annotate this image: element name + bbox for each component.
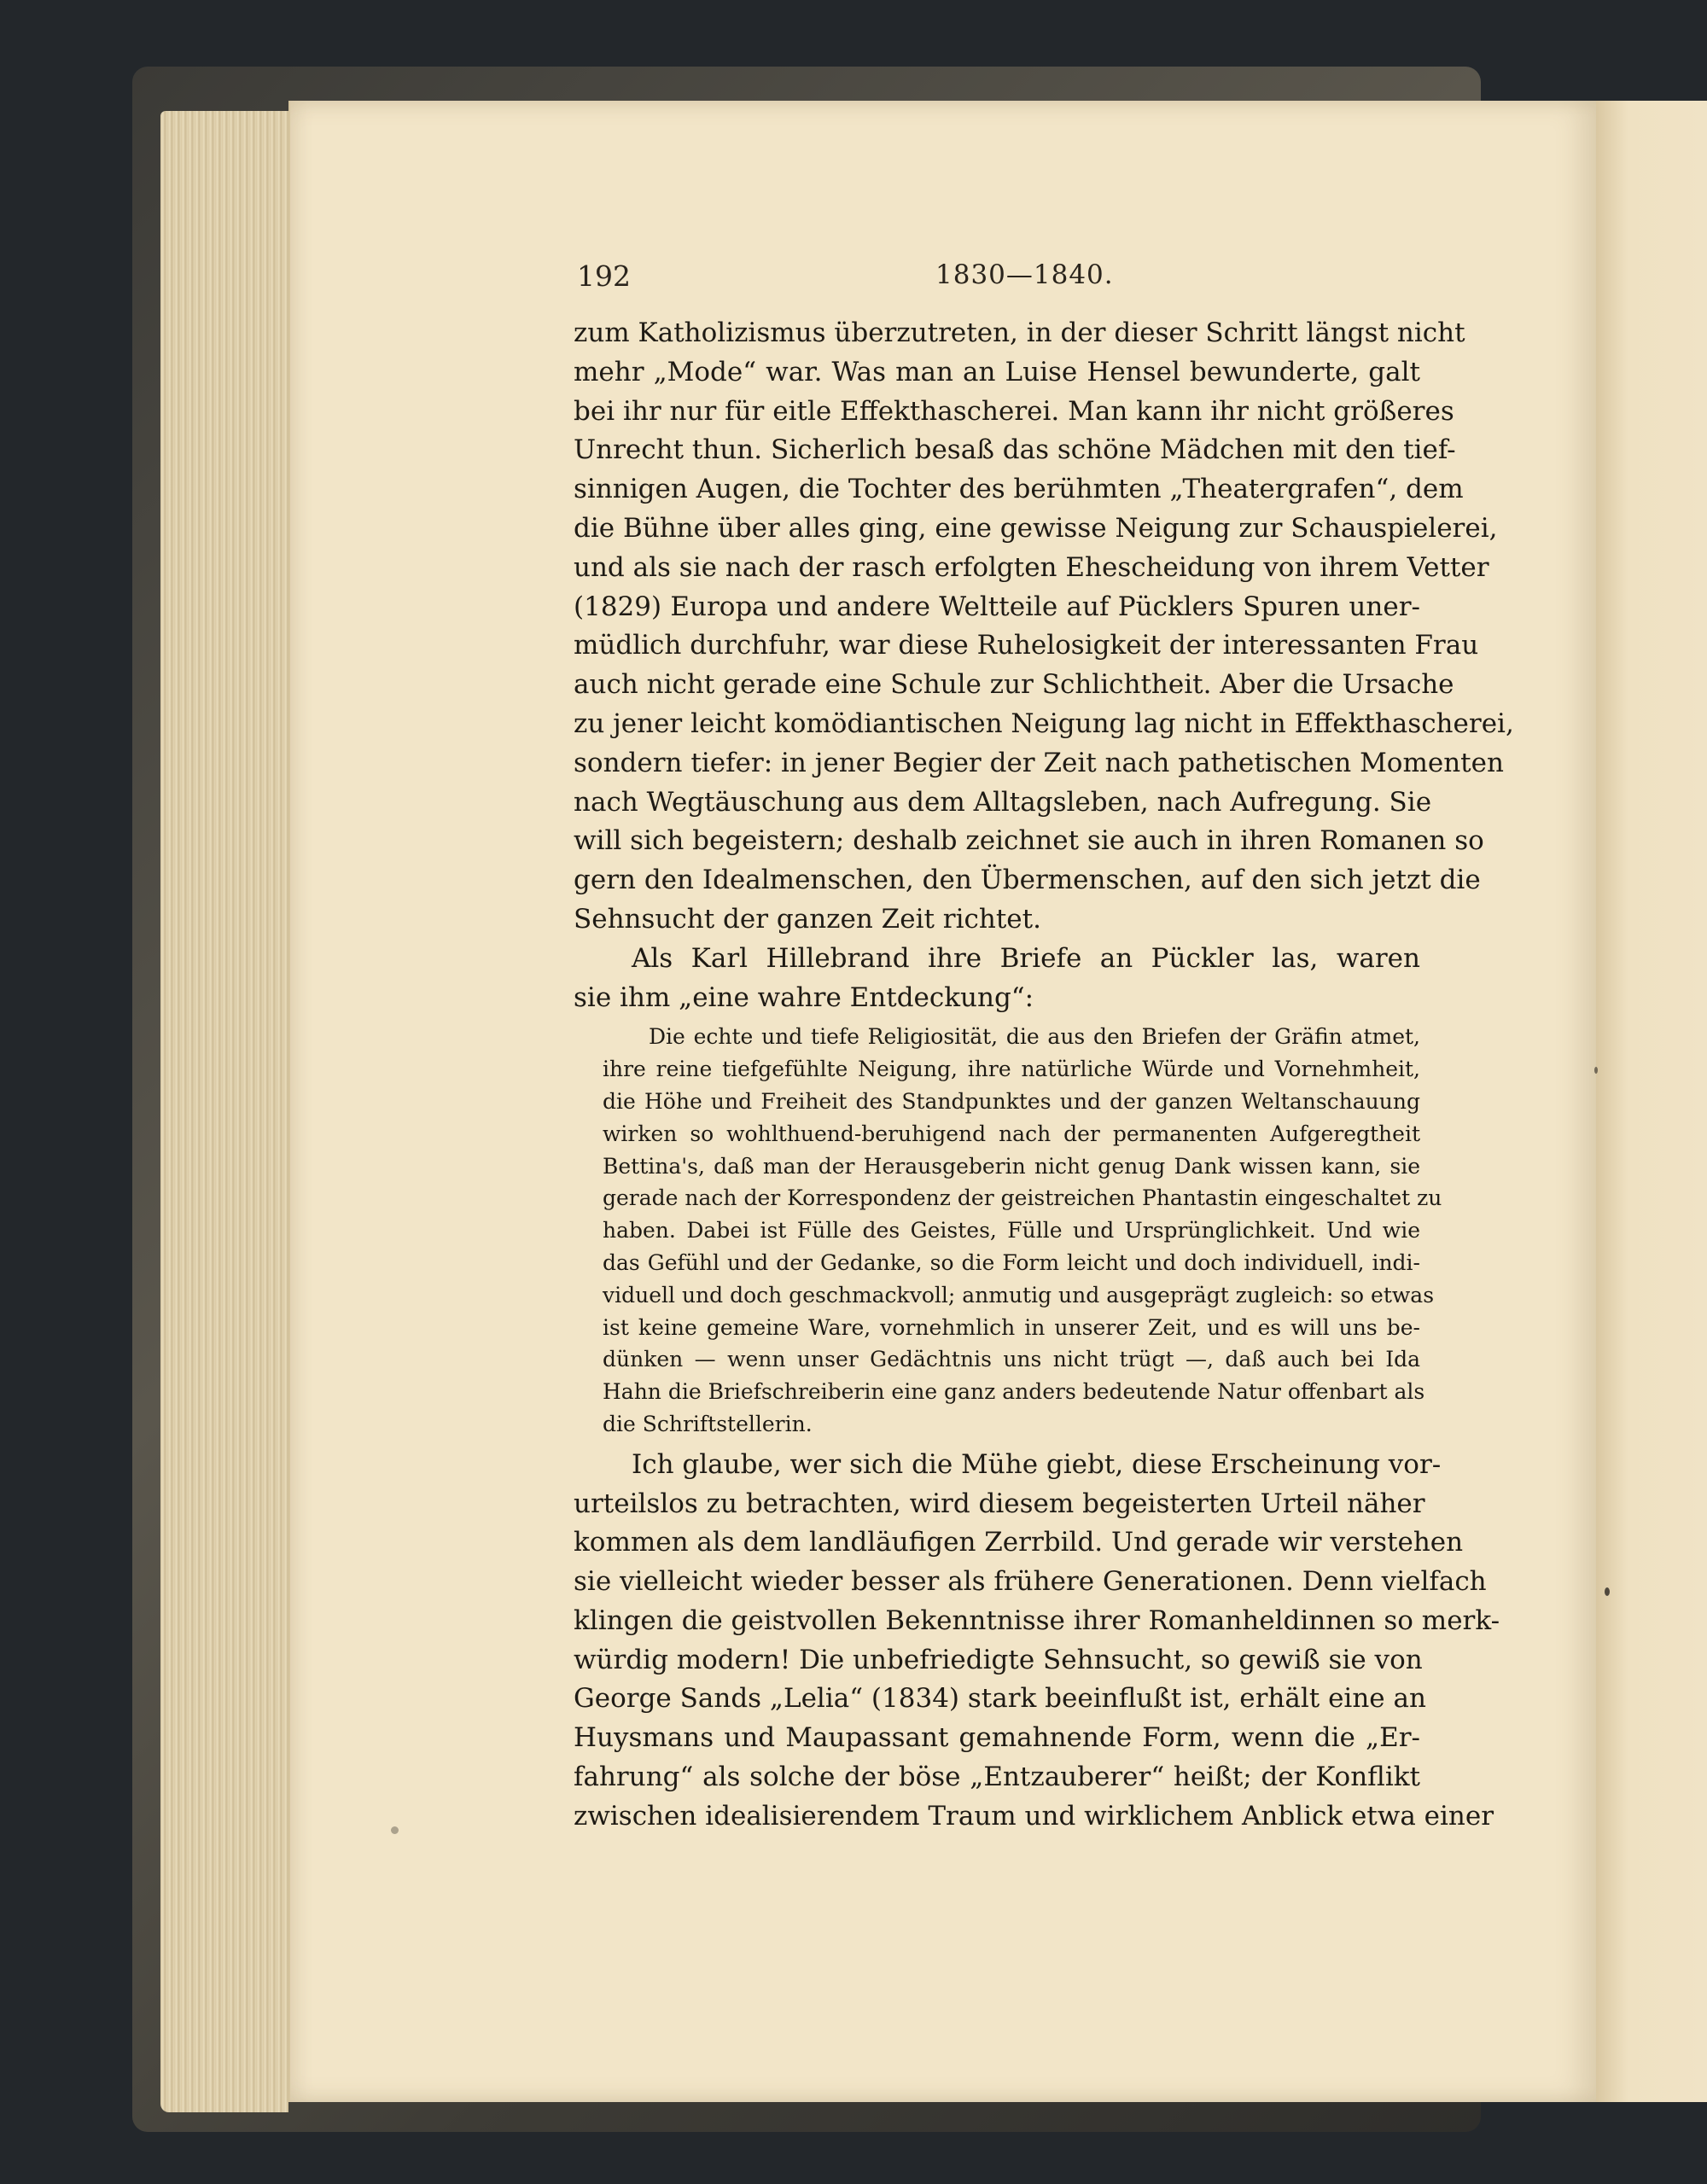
text-line: klingen die geistvollen Bekenntnisse ihrer Romanheldinnen so merk- (574, 1605, 1500, 1636)
quote-line: wirken so wohlthuend-beruhigend nach der permanenten Aufgeregtheit (603, 1121, 1420, 1146)
text-line: kommen als dem landläufigen Zerrbild. Und gerade wir verstehen (574, 1527, 1464, 1558)
quote-line: Bettina's, daß man der Herausgeberin nicht genug Dank wissen kann, sie (603, 1153, 1420, 1179)
text-line: die Bühne über alles ging, eine gewisse Neigung zur Schauspielerei, (574, 512, 1498, 544)
quote-line: ist keine gemeine Ware, vornehmlich in unserer Zeit, und es will uns be- (603, 1314, 1420, 1340)
quote-line: haben. Dabei ist Fülle des Geistes, Fülle und Ursprünglichkeit. Und wie (603, 1218, 1420, 1243)
text-line: sie vielleicht wieder besser als frühere Generationen. Denn vielfach (574, 1566, 1487, 1598)
quote-line: das Gefühl und der Gedanke, so die Form leicht und doch individuell, indi- (603, 1249, 1420, 1275)
text-line: zwischen idealisierendem Traum und wirklichem Anblick etwa einer (574, 1800, 1494, 1832)
text-line: Unrecht thun. Sicherlich besaß das schöne Mädchen mit den tief- (574, 434, 1456, 466)
text-line: will sich begeistern; deshalb zeichnet sie auch in ihren Romanen so (574, 825, 1484, 857)
page-number: 192 (577, 259, 631, 293)
text-line: Sehnsucht der ganzen Zeit richtet. (574, 903, 1041, 935)
quote-line: viduell und doch geschmackvoll; anmutig und ausgeprägt zugleich: so etwas (603, 1282, 1435, 1307)
paper-speck (391, 1826, 399, 1834)
paper-speck (1594, 1067, 1598, 1074)
text-line: George Sands „Lelia“ (1834) stark beeinflußt ist, erhält eine an (574, 1683, 1426, 1715)
text-line: fahrung“ als solche der böse „Entzauberer“ heißt; der Konflikt (574, 1762, 1420, 1793)
text-line: sondern tiefer: in jener Begier der Zeit nach pathetischen Momenten (574, 747, 1504, 778)
text-line: zum Katholizismus überzutreten, in der dieser Schritt längst nicht (574, 317, 1465, 348)
facing-page-edge (1594, 101, 1707, 2102)
body-text (574, 314, 1514, 1837)
quote-line: Die echte und tiefe Religiosität, die aus den Briefen der Gräfin atmet, (649, 1024, 1420, 1050)
text-line: (1829) Europa und andere Weltteile auf Pücklers Spuren uner- (574, 591, 1420, 622)
text-line: nach Wegtäuschung aus dem Alltagsleben, nach Aufregung. Sie (574, 786, 1432, 818)
text-line: gern den Idealmenschen, den Übermenschen, auf den sich jetzt die (574, 865, 1481, 896)
page-edges (160, 111, 288, 2112)
text-line: Als Karl Hillebrand ihre Briefe an Pückler las, waren (632, 942, 1420, 974)
text-line: würdig modern! Die unbefriedigte Sehnsucht, so gewiß sie von (574, 1644, 1423, 1675)
quote-line: Hahn die Briefschreiberin eine ganz anders bedeutende Natur offenbart als (603, 1379, 1425, 1405)
text-line: Ich glaube, wer sich die Mühe giebt, diese Erscheinung vor- (632, 1448, 1442, 1480)
quote-line: dünken — wenn unser Gedächtnis uns nicht trügt —, daß auch bei Ida (603, 1347, 1420, 1372)
text-line: zu jener leicht komödiantischen Neigung lag nicht in Effekthascherei, (574, 708, 1514, 739)
page-header (577, 259, 1430, 299)
text-line: Huysmans und Maupassant gemahnende Form, wenn die „Er- (574, 1722, 1420, 1754)
quote-line: ihre reine tiefgefühlte Neigung, ihre natürliche Würde und Vornehmheit, (603, 1057, 1420, 1082)
block-quote (574, 1021, 1442, 1440)
text-line: sinnigen Augen, die Tochter des berühmten „Theatergrafen“, dem (574, 474, 1464, 505)
quote-line: gerade nach der Korrespondenz der geistreichen Phantastin eingeschaltet zu (603, 1185, 1442, 1211)
text-line: mehr „Mode“ war. Was man an Luise Hensel bewunderte, galt (574, 356, 1420, 387)
paragraph (574, 314, 1514, 940)
text-line: bei ihr nur für eitle Effekthascherei. Man kann ihr nicht größeres (574, 395, 1454, 427)
text-line: auch nicht gerade eine Schule zur Schlichtheit. Aber die Ursache (574, 669, 1454, 701)
paragraph (574, 1446, 1500, 1837)
text-line: müdlich durchfuhr, war diese Ruhelosigkeit der interessanten Frau (574, 630, 1479, 661)
text-line: sie ihm „eine wahre Entdeckung“: (574, 981, 1034, 1013)
paragraph (574, 940, 1420, 1018)
running-head: 1830—1840. (935, 259, 1114, 290)
quote-line: die Höhe und Freiheit des Standpunktes und der ganzen Weltanschauung (603, 1088, 1420, 1114)
text-line: und als sie nach der rasch erfolgten Ehescheidung von ihrem Vetter (574, 551, 1489, 583)
text-line: urteilslos zu betrachten, wird diesem begeisterten Urteil näher (574, 1488, 1425, 1519)
paper-speck (1605, 1587, 1610, 1596)
quote-line: die Schriftstellerin. (603, 1411, 813, 1436)
